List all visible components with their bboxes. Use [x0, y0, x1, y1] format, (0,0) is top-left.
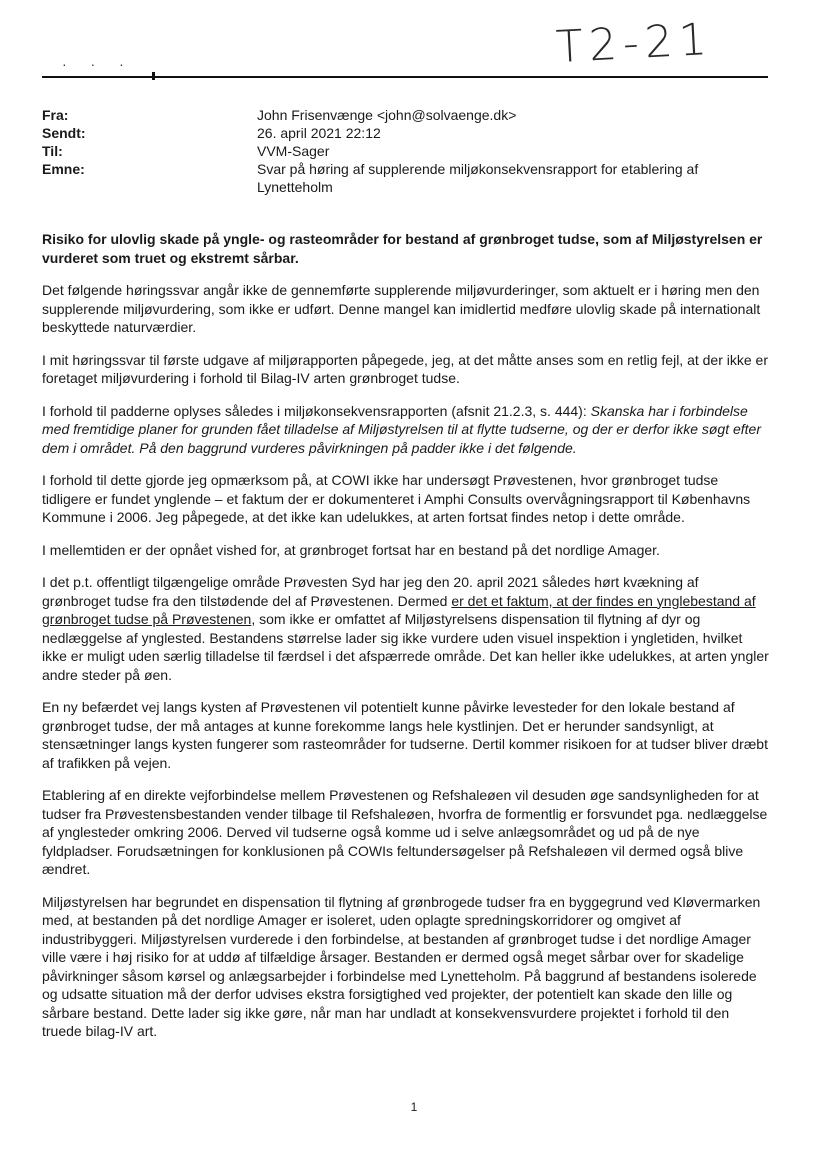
header-divider [42, 76, 768, 78]
subject-label: Emne: [42, 161, 85, 177]
paragraph-2: I mit høringssvar til første udgave af miljørapporten påpegede, jeg, at det måtte anses som en retlig fejl, at der ikke er foretaget miljøvurdering i forhold til Bilag-IV arten grønbroget tudse. [42, 351, 769, 386]
paragraph-6-text-b: , som ikke er omfattet af Miljøstyrelsens dispensation til flytning af dyr og nedlæggelse af ynglested. Bestandens størrelse lader sig ikke vurdere uden visuel inspektion i yngletiden, hvilket ikke er muligt uden særlig tilladelse til færdsel i det afspærrede område. Det kan heller ikke udelukkes, at arten yngler andre steder på øen. [42, 611, 769, 683]
handwritten-stamp: T2-21 [554, 13, 714, 74]
paragraph-3-quote: Skanska har i forbindelse med fremtidige planer for grunden fået tilladelse af Miljøstyrelsen til at flytte tudserne, og der er derfor ikke søgt efter dem i området. På den baggrund vurderes påvirkningen på padder ikke i det følgende. [42, 402, 761, 456]
letter-heading: Risiko for ulovlig skade på yngle- og rasteområder for bestand af grønbroget tudse, som af Miljøstyrelsen er vurderet som truet og ekstremt sårbar. [42, 231, 763, 266]
paragraph-3-text: I forhold til padderne oplyses således i miljøkonsekvensrapporten (afsnit 21.2.3, s. 444): [42, 402, 591, 419]
paragraph-6-text-a: I det p.t. offentligt tilgængelige område Prøvesten Syd har jeg den 20. april 2021 således hørt kvækning af grønbroget tudse fra den tilstødende del af Prøvestenen. Dermed [42, 574, 699, 609]
paragraph-6-underlined: er det et faktum, at der findes en ynglebestand af grønbroget tudse på Prøvestenen [42, 592, 756, 627]
paragraph-3 [42, 402, 770, 458]
sent-row [42, 124, 772, 142]
paragraph-8: Etablering af en direkte vejforbindelse mellem Prøvestenen og Refshaleøen vil desuden øge sandsynligheden for at tudser fra Prøvestensbestanden vender tilbage til Refshaleøen, hvorfra de formentlig er forsvundet pga. nedlæggelse af ynglesteder omkring 2006. Derved vil tudserne også komme ud i selve anlægsområdet og ud på de nye fyldpladser. Forudsætningen for konklusionen på COWIs feltundersøgelser på Refshaleøen vil dermed også blive ændret. [42, 787, 768, 877]
paragraph-5: I mellemtiden er der opnået vished for, at grønbroget fortsat har en bestand på det nordlige Amager. [42, 541, 660, 558]
email-header [42, 106, 772, 196]
page-number: 1 [410, 1100, 418, 1114]
paragraph-7: En ny befærdet vej langs kysten af Prøvestenen vil potentielt kunne påvirke levesteder for den lokale bestand af grønbroget tudse, der må antages at kunne forekomme langs hele kystlinjen. Det er herunder sandsynligt, at stensætninger langs kysten fungerer som rasteområder for tudserne. Dertil kommer risikoen for at tudser bliver dræbt af trafikken på vejen. [42, 699, 768, 771]
paragraph-6 [42, 573, 770, 684]
letter-body [42, 230, 770, 1055]
from-row [42, 106, 772, 124]
from-value: John Frisenvænge <john@solvaenge.dk> [257, 107, 517, 123]
paragraph-9: Miljøstyrelsen har begrundet en dispensation til flytning af grønbrogede tudser fra en byggegrund ved Kløvermarken med, at bestanden på det nordlige Amager er isoleret, uden oplagte spredningskorridorer og omgivet af industribyggeri. Miljøstyrelsen vurderede i den forbindelse, at bestanden af grønbroget tudse i det nordlige Amager ville være i høj risiko for at uddø af tilfældige årsager. Bestanden er dermed også meget sårbar over for skadelige påvirkninger såsom kørsel og anlægsarbejder i forbindelse med Lynetteholm. På baggrund af bestandens isolerede og udsatte situation må der derfor udvises ekstra forsigtighed ved projekter, der potentielt kan skade den lille og sårbare bestand. Dette lader sig ikke gøre, når man har undladt at konsekvensvurdere projektet i forhold til den truede bilag-IV art. [42, 893, 761, 1039]
sent-value: 26. april 2021 22:12 [257, 125, 381, 141]
to-label: Til: [42, 143, 63, 159]
paragraph-4: I forhold til dette gjorde jeg opmærksom på, at COWI ikke har undersøgt Prøvestenen, hvor grønbroget tudse tidligere er fundet ynglende – et faktum der er dokumenteret i Amphi Consults overvågningsrapport til Københavns Kommune i 2006. Jeg påpegede, at det ikke kan udelukkes, at arten fortsat findes netop i dette område. [42, 472, 751, 525]
paragraph-1: Det følgende høringssvar angår ikke de gennemførte supplerende miljøvurderinger, som aktuelt er i høring men den supplerende miljøvurdering, som ikke er udført. Denne mangel kan imidlertid medføre ulovlig skade på internationalt beskyttede naturværdier. [42, 282, 761, 335]
to-value: VVM-Sager [257, 143, 330, 159]
to-row [42, 142, 772, 160]
header-divider-tick [152, 72, 155, 80]
scan-marks: · · · [62, 56, 134, 72]
subject-value: Svar på høring af supplerende miljøkonsekvensrapport for etablering af Lynetteholm [257, 161, 699, 195]
sent-label: Sendt: [42, 125, 86, 141]
subject-row [42, 160, 772, 196]
from-label: Fra: [42, 107, 69, 123]
